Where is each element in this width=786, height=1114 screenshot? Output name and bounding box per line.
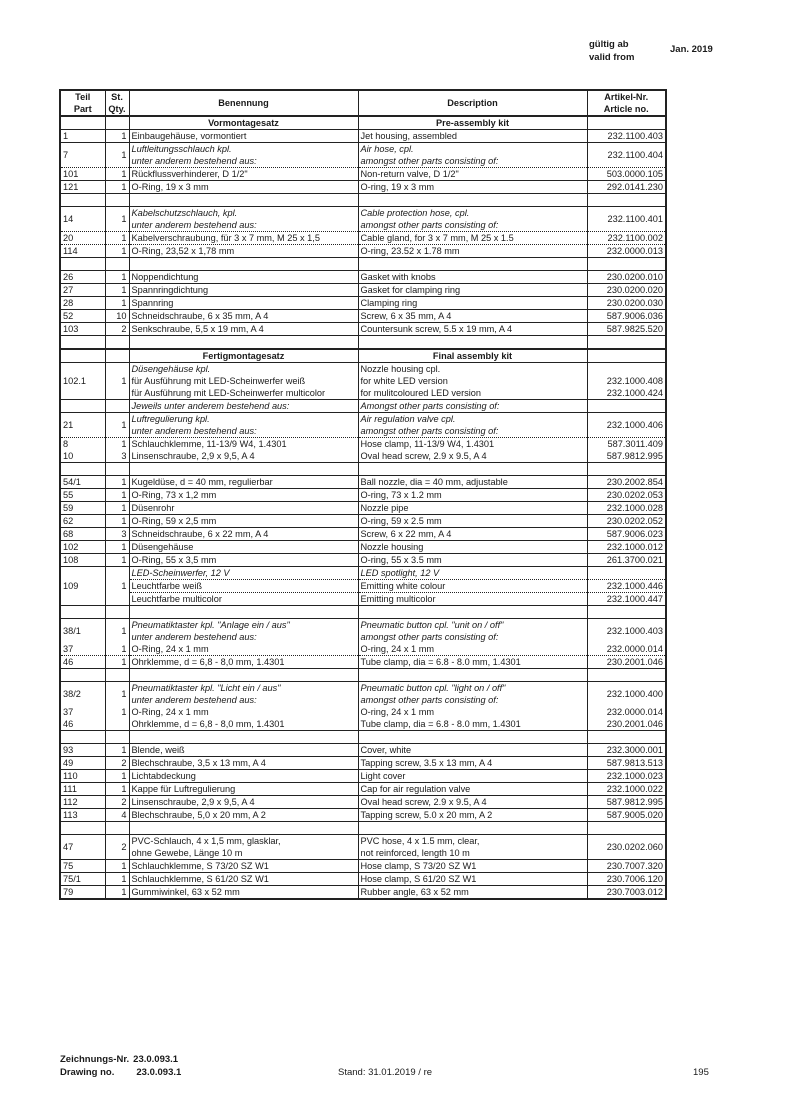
parts-list-table: [59, 89, 667, 900]
table-row: 7 1 Luftleitungsschlauch kpl. Air hose, cpl. 232.1100.404: [60, 143, 666, 156]
table-row: 46 Ohrklemme, d = 6,8 - 8,0 mm, 1.4301 Tube clamp, dia = 6.8 - 8.0 mm, 1.4301 230.2001.046: [60, 718, 666, 731]
spacer-row: [60, 731, 666, 744]
table-row-cont: Leuchtfarbe multicolor Emitting multicolor 232.1000.447: [60, 593, 666, 606]
spacer-row: [60, 822, 666, 835]
valid-from-de: gültig ab: [589, 39, 629, 50]
table-row: 54/1 1 Kugeldüse, d = 40 mm, regulierbar Ball nozzle, dia = 40 mm, adjustable 230.2002.854: [60, 476, 666, 489]
table-row-cont: unter anderem bestehend aus: amongst other parts consisting of:: [60, 219, 666, 232]
table-row: 108 1 O-Ring, 55 x 3,5 mm O-ring, 55 x 3.5 mm 261.3700.021: [60, 554, 666, 567]
table-row: 28 1 Spannring Clamping ring 230.0200.030: [60, 297, 666, 310]
spacer-row: [60, 669, 666, 682]
table-row: 68 3 Schneidschraube, 6 x 22 mm, A 4 Screw, 6 x 22 mm, A 4 587.9006.023: [60, 528, 666, 541]
table-row: 37 1 O-Ring, 24 x 1 mm O-ring, 24 x 1 mm 232.0000.014: [60, 706, 666, 718]
section-row-final-assembly: [60, 349, 666, 363]
table-row: 49 2 Blechschraube, 3,5 x 13 mm, A 4 Tapping screw, 3.5 x 13 mm, A 4 587.9813.513: [60, 757, 666, 770]
valid-from-label: [589, 38, 634, 64]
table-row: 38/2 1 Pneumatiktaster kpl. "Licht ein / aus" Pneumatic button cpl. "light on / off" 232.1000.400: [60, 682, 666, 695]
table-row-cont: unter anderem bestehend aus: amongst other parts consisting of:: [60, 631, 666, 643]
col-header-description: Description: [358, 90, 587, 116]
drawing-label-de: Zeichnungs-Nr.: [60, 1054, 130, 1065]
table-row-cont: Leuchtfarbe weiß Emitting white colour 232.1000.446: [60, 580, 666, 593]
spacer-row: [60, 463, 666, 476]
spacer-row: [60, 194, 666, 207]
page-number: 195: [693, 1067, 709, 1078]
section-title-en: Pre-assembly kit: [358, 116, 587, 130]
table-row: 109 1 LED-Scheinwerfer, 12 V LED spotlight, 12 V: [60, 567, 666, 580]
col-header-part: Teil Part: [60, 90, 105, 116]
table-row: 21 1 Luftregulierung kpl. Air regulation valve cpl. 232.1000.406: [60, 413, 666, 426]
stand-date: Stand: 31.01.2019 / re: [338, 1067, 433, 1078]
valid-from-en: valid from: [589, 52, 635, 63]
table-row: 38/1 1 Pneumatiktaster kpl. "Anlage ein / aus" Pneumatic button cpl. "unit on / off" 232.1000.403: [60, 619, 666, 632]
section-row-pre-assembly: [60, 116, 666, 130]
table-header: [60, 90, 666, 116]
table-row: 20 1 Kabelverschraubung, für 3 x 7 mm, M 25 x 1,5 Cable gland, for 3 x 7 mm, M 25 x 1.5 232.1100.002: [60, 232, 666, 245]
spacer-row: [60, 606, 666, 619]
table-row-cont: unter anderem bestehend aus: amongst other parts consisting of:: [60, 425, 666, 438]
drawing-number: [60, 1053, 181, 1079]
col-header-qty: St. Qty.: [105, 90, 129, 116]
drawing-no-value: 23.0.093.1: [133, 1054, 179, 1065]
table-row: Jeweils unter anderem bestehend aus: Amongst other parts consisting of:: [60, 400, 666, 413]
valid-from-date: Jan. 2019: [670, 44, 713, 55]
table-row: 75/1 1 Schlauchklemme, S 61/20 SZ W1 Hose clamp, S 61/20 SZ W1 230.7006.120: [60, 873, 666, 886]
section-title-en: Final assembly kit: [358, 349, 587, 363]
spacer-row: [60, 258, 666, 271]
table-row: 8 1 Schlauchklemme, 11-13/9 W4, 1.4301 Hose clamp, 11-13/9 W4, 1.4301 587.3011.409: [60, 438, 666, 451]
table-row: 113 4 Blechschraube, 5,0 x 20 mm, A 2 Tapping screw, 5.0 x 20 mm, A 2 587.9005.020: [60, 809, 666, 822]
table-row-cont: ohne Gewebe, Länge 10 m not reinforced, length 10 m: [60, 847, 666, 860]
table-row-cont: für Ausführung mit LED-Scheinwerfer weiß for white LED version 232.1000.408: [60, 375, 666, 387]
table-row: 46 1 Ohrklemme, d = 6,8 - 8,0 mm, 1.4301 Tube clamp, dia = 6.8 - 8.0 mm, 1.4301 230.2001.046: [60, 656, 666, 669]
table-row: 59 1 Düsenrohr Nozzle pipe 232.1000.028: [60, 502, 666, 515]
table-row: 62 1 O-Ring, 59 x 2,5 mm O-ring, 59 x 2.5 mm 230.0202.052: [60, 515, 666, 528]
table-row: 55 1 O-Ring, 73 x 1,2 mm O-ring, 73 x 1.2 mm 230.0202.053: [60, 489, 666, 502]
table-row: 121 1 O-Ring, 19 x 3 mm O-ring, 19 x 3 mm 292.0141.230: [60, 181, 666, 194]
table-row: 10 3 Linsenschraube, 2,9 x 9,5, A 4 Oval head screw, 2.9 x 9.5, A 4 587.9812.995: [60, 450, 666, 463]
col-header-article: Artikel-Nr. Article no.: [587, 90, 666, 116]
table-row: 102.1 1 Düsengehäuse kpl. Nozzle housing cpl.: [60, 363, 666, 376]
section-title-de: Vormontagesatz: [129, 116, 358, 130]
table-row: 1 1 Einbaugehäuse, vormontiert Jet housing, assembled 232.1100.403: [60, 130, 666, 143]
table-row-cont: unter anderem bestehend aus: amongst other parts consisting of:: [60, 694, 666, 706]
table-row: 102 1 Düsengehäuse Nozzle housing 232.1000.012: [60, 541, 666, 554]
table-row: 112 2 Linsenschraube, 2,9 x 9,5, A 4 Oval head screw, 2.9 x 9.5, A 4 587.9812.995: [60, 796, 666, 809]
table-row: 103 2 Senkschraube, 5,5 x 19 mm, A 4 Countersunk screw, 5.5 x 19 mm, A 4 587.9825.520: [60, 323, 666, 336]
col-header-benennung: Benennung: [129, 90, 358, 116]
table-row: 14 1 Kabelschutzschlauch, kpl. Cable protection hose, cpl. 232.1100.401: [60, 207, 666, 220]
table-row: 110 1 Lichtabdeckung Light cover 232.1000.023: [60, 770, 666, 783]
table-row: 114 1 O-Ring, 23,52 x 1,78 mm O-ring, 23.52 x 1.78 mm 232.0000.013: [60, 245, 666, 258]
section-title-de: Fertigmontagesatz: [129, 349, 358, 363]
table-row-cont: unter anderem bestehend aus: amongst other parts consisting of:: [60, 155, 666, 168]
drawing-label-en: Drawing no.: [60, 1067, 115, 1078]
table-row: 52 10 Schneidschraube, 6 x 35 mm, A 4 Screw, 6 x 35 mm, A 4 587.9006.036: [60, 310, 666, 323]
table-row: 37 1 O-Ring, 24 x 1 mm O-ring, 24 x 1 mm 232.0000.014: [60, 643, 666, 656]
table-row-cont: für Ausführung mit LED-Scheinwerfer multicolor for mulitcoloured LED version 232.1000.424: [60, 387, 666, 400]
table-row: 93 1 Blende, weiß Cover, white 232.3000.001: [60, 744, 666, 757]
table-row: 111 1 Kappe für Luftregulierung Cap for air regulation valve 232.1000.022: [60, 783, 666, 796]
drawing-no-value: 23.0.093.1: [136, 1067, 182, 1078]
table-row: 26 1 Noppendichtung Gasket with knobs 230.0200.010: [60, 271, 666, 284]
table-row: 27 1 Spannringdichtung Gasket for clamping ring 230.0200.020: [60, 284, 666, 297]
spacer-row: [60, 336, 666, 350]
table-row: 79 1 Gummiwinkel, 63 x 52 mm Rubber angle, 63 x 52 mm 230.7003.012: [60, 886, 666, 900]
table-row: 75 1 Schlauchklemme, S 73/20 SZ W1 Hose clamp, S 73/20 SZ W1 230.7007.320: [60, 860, 666, 873]
table-row: 47 2 PVC-Schlauch, 4 x 1,5 mm, glasklar, PVC hose, 4 x 1.5 mm, clear, 230.0202.060: [60, 835, 666, 848]
table-row: 101 1 Rückflussverhinderer, D 1/2" Non-return valve, D 1/2" 503.0000.105: [60, 168, 666, 181]
